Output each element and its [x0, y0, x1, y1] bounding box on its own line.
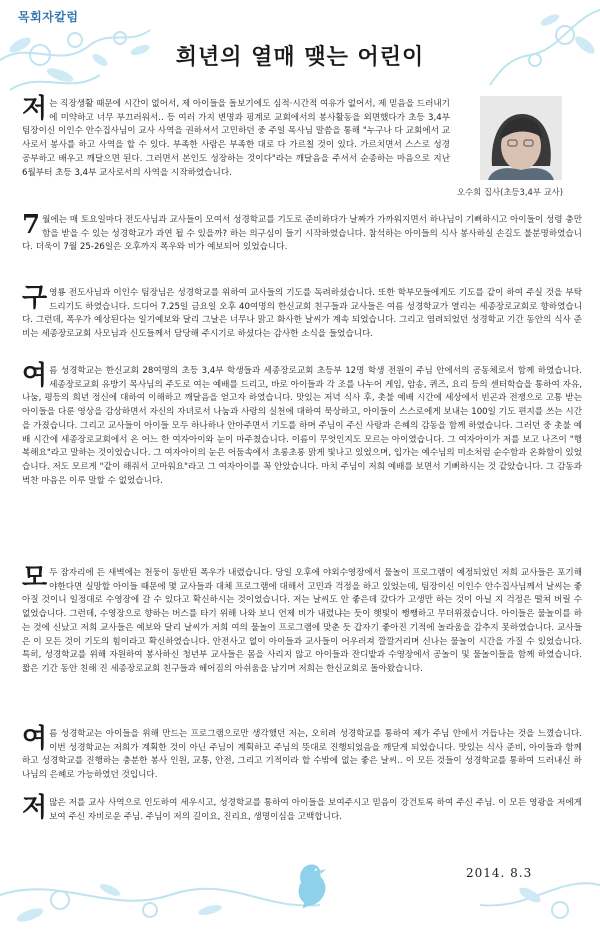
paragraph-text: 영룡 전도사님과 이인수 팀장님은 성경학교를 위하여 교사들의 기도를 독려하셨습니다. 또한 학부모들에게도 기도를 같이 하여 주실 것을 부탁드리기도 하였습니다. 드디어 7.25일 금요일 오후 40여명의 한신교회 친구들과 교사들은 여름 성경학교가 열리는 세종장로교회로 향하였습니다. 그런데, 폭우가 예상된다는 일기예보와 달리 그날은 너무나 맑고 화사한 날씨가 계속 되었습니다. 그리고 염려되었던 성경학교 기간 동안의 식사 준비는 세종장로교회 사모님과 신도들께서 담당해 주시기로 하셨다는 감사한 소식을 들었습니다. — [22, 288, 582, 340]
bird-icon — [288, 855, 332, 911]
paragraph — [22, 793, 582, 824]
page-title: 희년의 열매 맺는 어린이 — [175, 44, 425, 70]
drop-initial: 7 — [22, 210, 41, 240]
paragraph-text: 많은 저를 교사 사역으로 인도하여 세우시고, 성경학교를 통하여 아이들을 보여주시고 믿음이 강건토록 하여 주신 주님. 이 모든 영광을 저에게 보여 주신 자비로운 주님. 주님이 저의 길이요, 진리요, 생명이심을 고백합니다. — [49, 798, 582, 822]
photo-caption: 오수희 집사(초등3,4부 교사) — [456, 187, 564, 197]
paragraph-text: 는 직장생활 때문에 시간이 없어서, 제 아이들을 돌보기에도 심적·시간적 여유가 없어서, 제 믿음을 드러내기에 미약하고 너무 부끄러워서.. 등 여러 가지 변명과 핑계로 교회에서의 봉사활동을 외면했다가 초등 3,4부 팀장이신 이인수 안수집사님이 교사 사역을 권하셔서 고민하던 중 주일 목사님 말씀을 통해 "누구나 다 교회에서 교사로서 봉사를 하고 사역을 할 수 있다. 부족한 사람은 부족한 대로 다 가르칠 것이 있다. 가르치면서 스스로 성경 공부하고 배우고 깨달으면 된다. 그러면서 본인도 성장하는 것이다"라는 깨달음을 주셔서 순종하는 마음으로 지난 6월부터 초등 3,4부 교사로서의 사역을 시작하였습니다. — [22, 99, 450, 178]
portrait-photo — [462, 96, 580, 200]
drop-initial: 저 — [22, 94, 48, 124]
paragraph-text: 름 성경학교는 아이들을 위해 만드는 프로그램으로만 생각했던 저는, 오히려 성경학교를 통하여 제가 주님 안에서 거듭나는 것을 느꼈습니다. 이번 성경학교는 저희가 계획한 것이 아닌 주님이 계획하고 주님의 뜻대로 진행되었음을 깨닫게 되었습니다. 맛있는 식사 준비, 아이들과 함께 하고 성경학교를 진행하는 충분한 봉사 인원, 교통, 안전, 그리고 기적이라 할 수밖에 없는 좋은 날씨.. 이 모든 것들이 성경학교를 통하여 드러내신 하나님의 은혜로 가능하였던 것입니다. — [22, 729, 582, 781]
paragraph — [22, 283, 582, 342]
paragraph-text: 월에는 매 토요일마다 전도사님과 교사들이 모여서 성경학교를 기도로 준비하다가 날짜가 가까워지면서 하나님이 기뻐하시고 아이들이 성령 충만함을 받을 수 있는 성경학교가 과연 될 수 있을까? 하는 의구심이 들기 시작하였습니다. 참석하는 아이들의 식사 봉사하실 손길도 불분명하였습니다. 더욱이 7월 25-26일은 오후까지 폭우와 비가 예보되어 있었습니다. — [22, 215, 582, 253]
paragraph — [22, 210, 582, 255]
paragraph — [22, 724, 582, 783]
paragraph-text: 름 성경학교는 한신교회 28여명의 초등 3,4부 학생들과 세종장로교회 초등부 12명 학생 전원이 주님 안에서의 공동체로서 함께 하였습니다. 세종장로교회 유방기 목사님의 주도로 여는 예배를 드리고, 바로 아이들과 각 조를 나누어 게임, 암송, 퀴즈, 요리 등의 센터학습을 통하여 자유, 나눔, 평등의 희년 정신에 대하여 이해하고 깨달음을 얻고자 하였습니다. 맛있는 저녁 식사 후, 촛불 예배 시간에 세상에서 빈곤과 전쟁으로 고통 받는 아이들을 다룬 영상을 감상하면서 자신의 자녀로서 나눔과 사랑의 실천에 대하여 묵상하고, 아이들이 스스로에게 보내는 100일 기도 편지를 쓰는 시간을 가졌습니다. 그리고 교사들이 아이들 모두 하나하나 안아주면서 기도를 하며 주님이 주신 사랑과 은혜의 감동을 함께 하였습니다. 그러던 중 촛불 예배 시간에 세종장로교회에서 온 어느 한 여자아이와 눈이 마주쳤습니다. 이름이 무엇인지도 모르는 아이였습니다. 그 여자아이가 저를 보고 나즈이 "행복해요"라고 말하는 것이었습니다. 그 여자아이의 눈은 어둠속에서 초롱초롱 맑게 빛나고 있었으며, 입가는 예수님의 미소처럼 순수함과 온화함이 있었습니다. 저도 모르게 "같이 해줘서 고마워요"라고 그 여자아이를 꼭 안았습니다. 마치 주님이 저희 예배를 보면서 기뻐하시는 것 같았습니다. 그 감동과 벅찬 마음은 이루 말할 수 없었습니다. — [22, 366, 582, 486]
drop-initial: 모 — [22, 563, 48, 593]
paragraph-text: 두 잠자리에 든 새벽에는 천둥이 동반된 폭우가 내렸습니다. 당일 오후에 야외수영장에서 물놀이 프로그램이 예정되었던 저희 교사들은 포기해야한다면 실망할 아이들 때문에 몇 교사들과 대체 프로그램에 대해서 고민과 걱정을 하고 있었는데, 팀장이신 이인수 안수집사님께서 날씨는 좋아질 것이니 일정대로 수영장에 갈 수 있다고 확신하시는 것이었습니다. 저는 날씨도 안 좋은데 갔다가 고생만 하는 것이 아닐 지 걱정은 떨쳐 버릴 수 없었습니다. 그런데, 수영장으로 향하는 버스를 타기 위해 나와 보니 언제 비가 내렸냐는 듯이 햇빛이 쨍쨍하고 무더위졌습니다. 아이들은 물놀이를 하는 것에 신났고 저희 교사들은 예보와 달리 날씨가 저희 여의 물놀이 프로그램에 맞춘 듯 갑자기 좋아진 기적에 놀라움을 감추지 못하였습니다. 교사들은 이 모든 것이 기도의 힘이라고 확신하였습니다. 안전사고 없이 아이들과 교사들이 어우러져 깔깔거리며 신나는 물놀이 시간을 가질 수 있었습니다. 특히, 성경학교를 위해 자원하여 봉사하신 청년부 교사들은 몸을 사리지 않고 아이들과 잔디밭과 수영장에서 공놀이 및 물놀이들을 함께 하였습니다. 짧은 기간 동안 친해 진 세종장로교회 친구들과 헤어짐의 아쉬움을 남기며 저희는 한신교회로 돌아왔습니다. — [22, 568, 582, 674]
column-label: 목회자칼럼 — [18, 10, 79, 24]
paragraph — [22, 94, 450, 180]
paragraph — [22, 361, 582, 488]
paragraph — [22, 563, 582, 677]
drop-initial: 여 — [22, 724, 48, 754]
drop-initial: 저 — [22, 793, 48, 823]
drop-initial: 여 — [22, 361, 48, 391]
date-stamp: 2014. 8.3 — [466, 866, 533, 880]
drop-initial: 구 — [22, 283, 48, 313]
